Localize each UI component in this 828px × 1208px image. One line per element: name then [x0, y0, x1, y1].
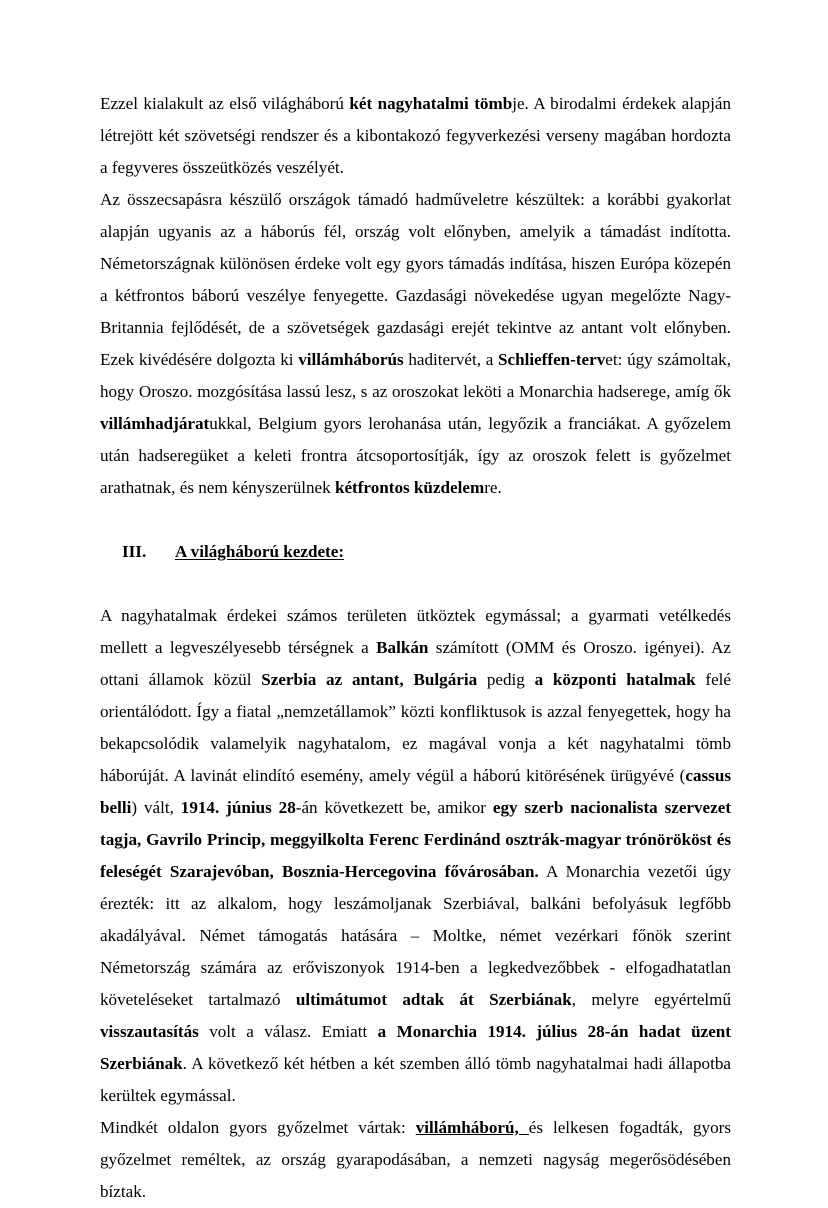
bold-run-declaration-of-war: a Monarchia 1914. július 28-án hadat üzent Szerbiának — [100, 1022, 731, 1073]
bold-underline-run-blitzkrieg: villámháború, — [415, 1118, 529, 1137]
heading-spacing-above — [100, 504, 731, 536]
bold-run-lightning-campaign: villámhadjárat — [100, 414, 210, 433]
bold-run-serbia-entente: Szerbia az antant, — [261, 670, 404, 689]
text-run: pedig — [477, 670, 535, 689]
text-run: ukkal, Belgium gyors lerohanása után, legyőzik a franciákat. A győzelem után hadseregüket a keleti frontra átcsoportosítják, így az oroszok felett is győzelmet arathatnak, és nem kényszerülnek — [100, 414, 731, 497]
text-run: Ezzel kialakult az első világháború — [100, 94, 350, 113]
paragraph-expectations — [100, 1112, 731, 1208]
heading-title: A világháború kezdete: — [175, 542, 345, 561]
bold-run-balkan: Balkán — [376, 638, 429, 657]
text-run: felé orientálódott. Így a fiatal „nemzetállamok” közti konfliktusok is azzal fenyegettek, hogy ha bekapcsolódik valamelyik nagyhatalom, ez magával vonja a két nagyhatalmi tömb háborúját. A lavinát elindító esemény, amely végül a háború kitörésének ürügyévé ( — [100, 670, 732, 785]
text-run: . A következő két hétben a két szemben álló tömb nagyhatalmai hadi állapotba kerültek egymással. — [100, 1054, 731, 1105]
text-run: ) vált, — [131, 798, 181, 817]
text-run: A nagyhatalmak érdekei számos területen ütköztek egymással; a gyarmati vetélkedés mellett a legveszélyesebb térségnek a — [100, 606, 731, 657]
text-run: és lelkesen fogadták, gyors győzelmet reméltek, az ország gyarapodásában, a nemzeti nagyság megerősödésében bíztak. — [100, 1118, 731, 1201]
text-run: je. A birodalmi érdekek alapján létrejött két szövetségi rendszer és a kibontakozó fegyverkezési verseny magában hordozta a fegyveres összeütközés veszélyét. — [100, 94, 731, 177]
text-run: re. — [484, 478, 502, 497]
text-run: A Monarchia vezetői úgy érezték: itt az alkalom, hogy leszámoljanak Szerbiával, balkáni befolyásuk legfőbb akadályával. Német támogatás hatására – Moltke, német vezérkari főnök szerint Németország számára az erőviszonyok 1914-ben a legkedvezőbbek - elfogadhatatlan követeléseket tartalmazó — [100, 862, 731, 1009]
text-run: et: úgy számoltak, hogy Oroszo. mozgósítása lassú lesz, s az oroszokat leköti a Monarchia hadserege, amíg ők — [100, 350, 731, 401]
bold-run-two-great-power-blocs: két nagyhatalmi tömb — [349, 94, 513, 113]
bold-run-central-powers: a központi hatalmak — [534, 670, 696, 689]
text-run: számított (OMM és Oroszo. igényei). Az ottani államok közül — [100, 638, 731, 689]
paragraph-war-plans — [100, 184, 731, 504]
bold-run-date-june-28: 1914. június 28 — [180, 798, 296, 817]
paragraph-alliance-blocs — [100, 88, 731, 184]
bold-run-two-front-struggle: kétfrontos küzdelem — [334, 478, 485, 497]
bold-run-assassination: egy szerb nacionalista szervezet tagja, Gavrilo Princip, meggyilkolta Ferenc Ferdinánd osztrák-magyar trónörököst és feleségét Szarajevóban, Bosznia-Hercegovina fővárosában. — [100, 798, 732, 881]
section-heading-war-beginning — [100, 536, 731, 568]
text-run: -án következett be, amikor — [295, 798, 493, 817]
bold-run-schlieffen-plan: Schlieffen-terv — [498, 350, 606, 369]
bold-run-blitzkrieg-adj: villámháborús — [298, 350, 404, 369]
heading-number: III. — [122, 542, 147, 561]
paragraph-war-outbreak — [100, 600, 731, 1112]
text-run: , melyre egyértelmű — [571, 990, 732, 1009]
bold-run-bulgaria: Bulgária — [413, 670, 478, 689]
text-run: haditervét, a — [403, 350, 498, 369]
text-run: Mindkét oldalon gyors győzelmet vártak: — [100, 1118, 416, 1137]
bold-run-cassus-belli: cassus belli — [100, 766, 731, 817]
bold-run-ultimatum: ultimátumot adtak át Szerbiának — [295, 990, 572, 1009]
text-run: volt a válasz. Emiatt — [198, 1022, 378, 1041]
heading-spacing-below — [100, 568, 731, 600]
document-text-column — [100, 88, 731, 1208]
bold-run-rejection: visszautasítás — [100, 1022, 199, 1041]
text-run: Az összecsapásra készülő országok támadó hadműveletre készültek: a korábbi gyakorlat alapján ugyanis az a háborús fél, ország volt előnyben, amelyik a támadást indította. Németországnak különösen érdeke volt egy gyors támadás indítása, hiszen Európa közepén a kétfrontos báború veszélye fenyegette. Gazdasági növekedése ugyan megelőzte Nagy-Britannia fejlődését, de a szövetségek gazdasági erejét tekintve az antant volt előnyben. Ezek kivédésére dolgozta ki — [100, 190, 731, 369]
